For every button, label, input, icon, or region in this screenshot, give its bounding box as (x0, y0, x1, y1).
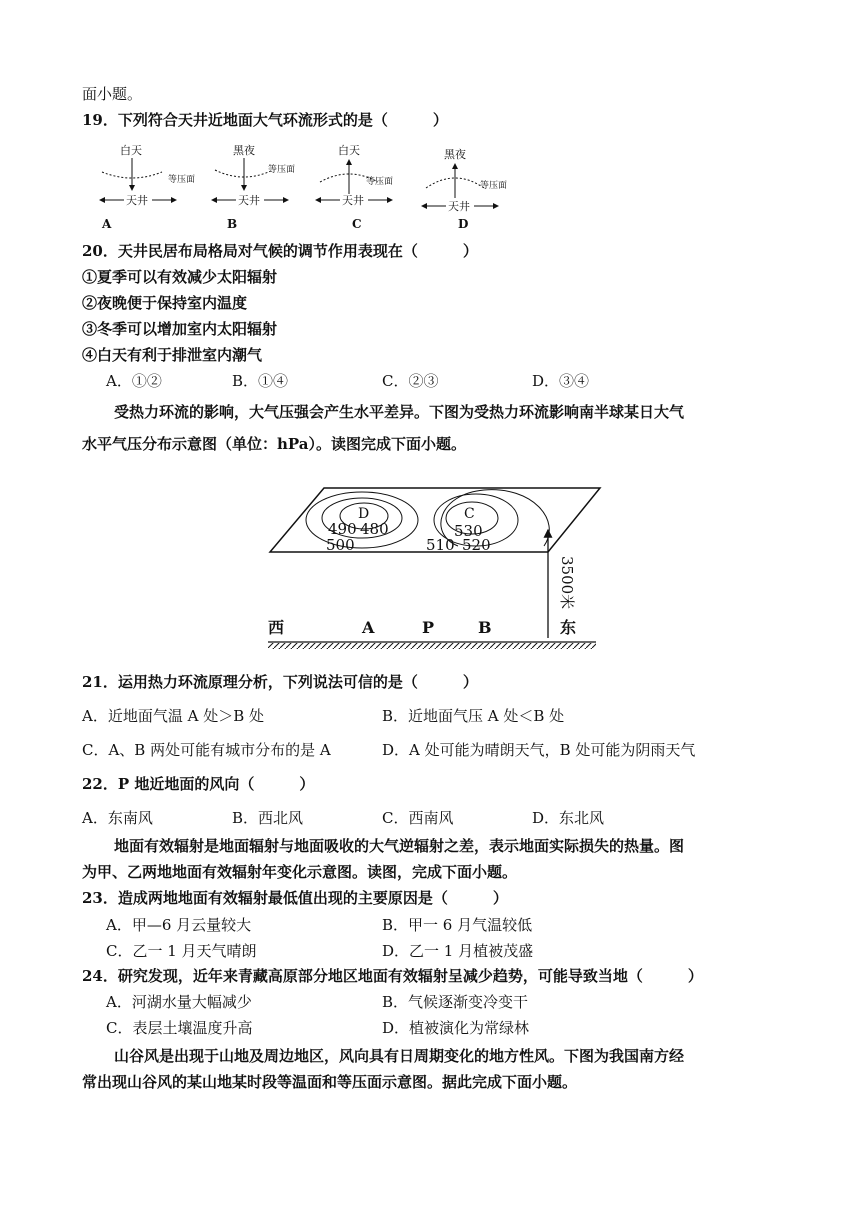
figure-21-pressure-diagram (262, 480, 602, 655)
fig21-point-p: P (422, 618, 435, 637)
q24-option-d: D．植被演化为常绿林 (382, 1019, 530, 1037)
fig21-center-c: C (464, 506, 475, 522)
fig19-b-isobar: 等压面 (268, 165, 296, 175)
fig21-east: 东 (560, 618, 577, 637)
fig21-point-a: A (362, 618, 375, 637)
fig19-c-time: 白天 (338, 144, 360, 157)
fig19-panel-d (422, 147, 507, 231)
fig21-label-530: 530 (454, 522, 483, 540)
fig19-c-letter: C (352, 217, 362, 231)
passage-3-line-1: 地面有效辐射是地面辐射与地面吸收的大气逆辐射之差，表示地面实际损失的热量。图 (114, 837, 685, 855)
q21-option-d: D．A 处可能为晴朗天气，B 处可能为阴雨天气 (382, 741, 696, 759)
question-22: 22．P 地近地面的风向（ ） (82, 775, 315, 793)
fig19-d-isobar: 等压面 (480, 181, 508, 191)
figure-19-diagrams (90, 138, 550, 238)
q22-option-b: B．西北风 (232, 809, 304, 827)
q24-option-c: C．表层土壤温度升高 (106, 1019, 253, 1037)
question-20: 20．天井民居布局格局对气候的调节作用表现在（ ） (82, 242, 478, 260)
fig19-d-time: 黑夜 (444, 148, 466, 161)
q21-option-c: C．A、B 两处可能有城市分布的是 A (82, 741, 331, 759)
q21-option-b: B．近地面气压 A 处＜B 处 (382, 707, 565, 725)
fig19-b-letter: B (227, 217, 238, 231)
q20-item-4: ④白天有利于排泄室内潮气 (82, 346, 263, 364)
q21-option-a: A．近地面气温 A 处＞B 处 (82, 707, 264, 725)
fig19-panel-b (212, 143, 295, 231)
fig19-a-letter: A (102, 217, 112, 231)
q23-option-b: B．甲一 6 月气温较低 (382, 916, 533, 934)
q20-option-b: B．①④ (232, 372, 289, 390)
q22-option-a: A．东南风 (82, 809, 153, 827)
q23-option-d: D．乙一 1 月植被茂盛 (382, 942, 534, 960)
q20-option-a: A．①② (106, 372, 162, 390)
fig19-c-isobar: 等压面 (366, 177, 394, 187)
intro-tail: 面小题。 (82, 85, 143, 103)
q22-option-c: C．西南风 (382, 809, 454, 827)
passage-2-line-1: 受热力环流的影响，大气压强会产生水平差异。下图为受热力环流影响南半球某日大气 (114, 403, 685, 421)
q22-option-d: D．东北风 (532, 809, 605, 827)
passage-4-line-1: 山谷风是出现于山地及周边地区，风向具有日周期变化的地方性风。下图为我国南方经 (114, 1047, 685, 1065)
fig19-d-ground: 天井 (448, 200, 470, 213)
fig19-panel-a (100, 144, 195, 231)
q20-item-3: ③冬季可以增加室内太阳辐射 (82, 320, 278, 338)
question-23: 23．造成两地地面有效辐射最低值出现的主要原因是（ ） (82, 889, 508, 907)
fig21-west: 西 (268, 618, 285, 637)
passage-2-line-2: 水平气压分布示意图（单位：hPa）。读图完成下面小题。 (82, 435, 467, 453)
q20-item-1: ①夏季可以有效减少太阳辐射 (82, 268, 278, 286)
passage-4-line-2: 常出现山谷风的某山地某时段等温面和等压面示意图。据此完成下面小题。 (82, 1073, 578, 1091)
fig19-a-time: 白天 (120, 144, 142, 157)
q20-option-c: C．②③ (382, 372, 439, 390)
q23-option-c: C．乙一 1 月天气晴朗 (106, 942, 257, 960)
fig19-d-letter: D (458, 217, 469, 231)
fig21-label-510: 510 (426, 536, 455, 554)
fig21-point-b: B (478, 618, 492, 637)
fig19-b-ground: 天井 (238, 194, 260, 207)
fig19-a-ground: 天井 (126, 194, 148, 207)
fig19-a-isobar: 等压面 (168, 175, 196, 185)
question-24: 24．研究发现，近年来青藏高原部分地区地面有效辐射呈减少趋势，可能导致当地（ ） (82, 967, 703, 985)
fig21-label-500: 500 (326, 536, 355, 554)
fig19-panel-c (316, 144, 393, 231)
fig19-c-ground: 天井 (342, 194, 364, 207)
fig21-center-d: D (358, 506, 370, 522)
question-19: 19．下列符合天井近地面大气环流形式的是（ ） (82, 111, 448, 129)
q24-option-a: A．河湖水量大幅减少 (106, 993, 252, 1011)
question-21: 21．运用热力环流原理分析，下列说法可信的是（ ） (82, 673, 478, 691)
q20-item-2: ②夜晚便于保持室内温度 (82, 294, 248, 312)
fig19-b-time: 黑夜 (233, 144, 255, 157)
fig21-height: 3500米 (558, 556, 576, 610)
passage-3-line-2: 为甲、乙两地地面有效辐射年变化示意图。读图，完成下面小题。 (82, 863, 518, 881)
fig21-label-490: 490 (328, 520, 357, 538)
q20-option-d: D．③④ (532, 372, 590, 390)
fig21-label-520: 520 (462, 536, 491, 554)
q23-option-a: A．甲—6 月云量较大 (106, 916, 252, 934)
fig21-label-480: 480 (360, 520, 389, 538)
q24-option-b: B．气候逐渐变冷变干 (382, 993, 529, 1011)
